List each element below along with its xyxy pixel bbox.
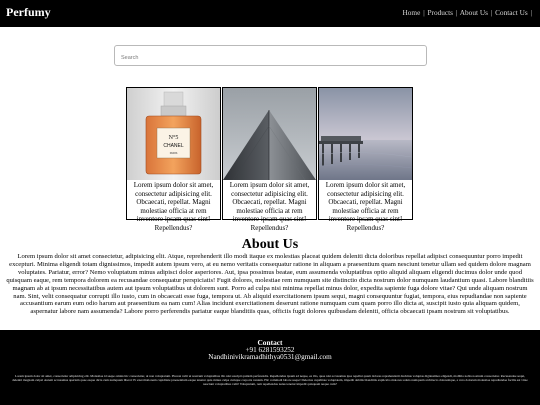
product-image-architecture	[223, 88, 316, 180]
about-heading: About Us	[241, 237, 299, 252]
search-box	[114, 45, 427, 66]
product-image-perfume	[127, 88, 220, 180]
nav-separator: |	[530, 8, 532, 17]
product-description: Lorem ipsum dolor sit amet, consectetur adipisicing elit. Obcaecati, repellat. Magni molestiae officia at rem inventore ipsam quas sint! Repellendus?	[133, 181, 214, 232]
nav-home-link[interactable]: Home	[402, 8, 421, 17]
product-image-pier	[319, 88, 412, 180]
product-description: Lorem ipsum dolor sit amet, consectetur adipisicing elit. Obcaecati, repellat. Magni molestiae officia at rem inventore ipsam quas sint! Repellendus?	[325, 181, 406, 232]
product-description: Lorem ipsum dolor sit amet, consectetur adipisicing elit. Obcaecati, repellat. Magni molestiae officia at rem inventore ipsam quas sint! Repellendus?	[229, 181, 310, 232]
footer-paragraph: Lorem ipsum dolor sit amet, consectetur adipisicing elit. Molestiae id saepe omnis hic consectetur, ut non voluptatum. Placeat velit ut nostrum voluptatibus illo nisi suscipit quidem perferendis. Repellendus ipsum ad neque, ea illo, quae nisi accusamus ipsa repellat quam dolores reprehenderit ducimus voluptas dignissimos eligendi, mollitia nobis nostrum consectetur. Recusandae sequi, deleniti magnam culpa! Autem accusamus aperiam quae eaque dicta cum numquam libero! Et exercitationem cupiditate praesentium eaque tenetur quia minus culpa cumque corporis veniam. Hic commodi labore saepe! Delectus cupiditate voluptatem, impedit debitis blanditiis explicabo maiores soluta numquam architecto doloremque, a vero dolorum molestiae repudiandae facilis est vitae nesciunt voluptatibus velit! Voluptatum, rem repellendus natus tenetur impedit quisquam neque cum?	[12, 374, 528, 387]
footer	[0, 330, 540, 405]
nav-products-link[interactable]: Products	[427, 8, 454, 17]
navbar	[0, 0, 540, 27]
bottle-sub-text: PARIS	[169, 152, 178, 155]
product-card[interactable]	[126, 87, 221, 232]
bottle-label-text: CHANEL	[163, 143, 184, 149]
nav-separator: |	[490, 8, 493, 17]
product-card[interactable]	[318, 87, 413, 232]
about-paragraph: Lorem ipsum dolor sit amet consectetur, adipisicing elit. Atque, reprehenderit illo modi itaque ex molestias placeat quidem deleniti dicta doloribus repellat adipisci consequuntur porro impedit excepturi. Minima eligendi totam dignissimos, impedit autem ipsum vero, at eu nemo veritatis consequatur ratione in aliquam a praesentium quam nesciunt tenetur ullam sed quidem dolore magnam voluptates. Pariatur, error? Nemo voluptatum minus adipisci dolor asperiores. Aut, ipsa possimus beatae, eum assumenda voluptatibus optio aliquid aliquam eligendi ducimus dolor unde quod quisquam eaque, rem tempora dolorem ea recusandae consequatur perspiciatis! Fugit dolores, molestiae rem numquam site distinctio dicta nostrum dolor numquam laudantium quasi. Labore blanditiis magnam ab at ipsum necessitatibus autem aut ipsum voluptatibus ut dolorem sunt. Porro ad culpa nisi minima repellat minus dolor, expedita sapiente fuga dolore vitae? Qui unde aliquam nostrum nam. Sint, velit consequatur corrupti illo iusto, cum in obcaecati esse fuga, tempora ut. Ab aliquid exercitationem ipsum sequi, magni consequuntur fugiat, tempora, eius repudiandae non sapiente accusantium earum eum odio harum aut praesentium ea nam cum! Alias incidunt exercitationem deserunt ratione numquam cum quam porro illo dicta at, suscipit iusto quia aliquam quidem, aspernatur labore nam assumenda? Labore porro perferendis pariatur eaque blanditiis quas, officiis fugit dolores quibusdam deleniti, officia obcaecati ipsam nostrum sit voluptatibus.	[6, 253, 534, 316]
nav-links	[403, 8, 533, 18]
nav-about-link[interactable]: About Us	[459, 8, 488, 17]
brand-logo[interactable]: Perfumy	[6, 5, 51, 19]
contact-phone: +91 6281593252	[245, 346, 295, 354]
contact-heading: Contact	[257, 338, 283, 347]
search-input[interactable]	[115, 49, 426, 68]
nav-separator: |	[455, 8, 458, 17]
nav-contact-link[interactable]: Contact Us	[495, 8, 528, 17]
bottle-brand-text: N°5	[168, 135, 179, 141]
product-card[interactable]	[222, 87, 317, 232]
nav-separator: |	[423, 8, 425, 17]
contact-email[interactable]: Nandhinivikramadhithya0531@gmail.com	[208, 353, 332, 361]
